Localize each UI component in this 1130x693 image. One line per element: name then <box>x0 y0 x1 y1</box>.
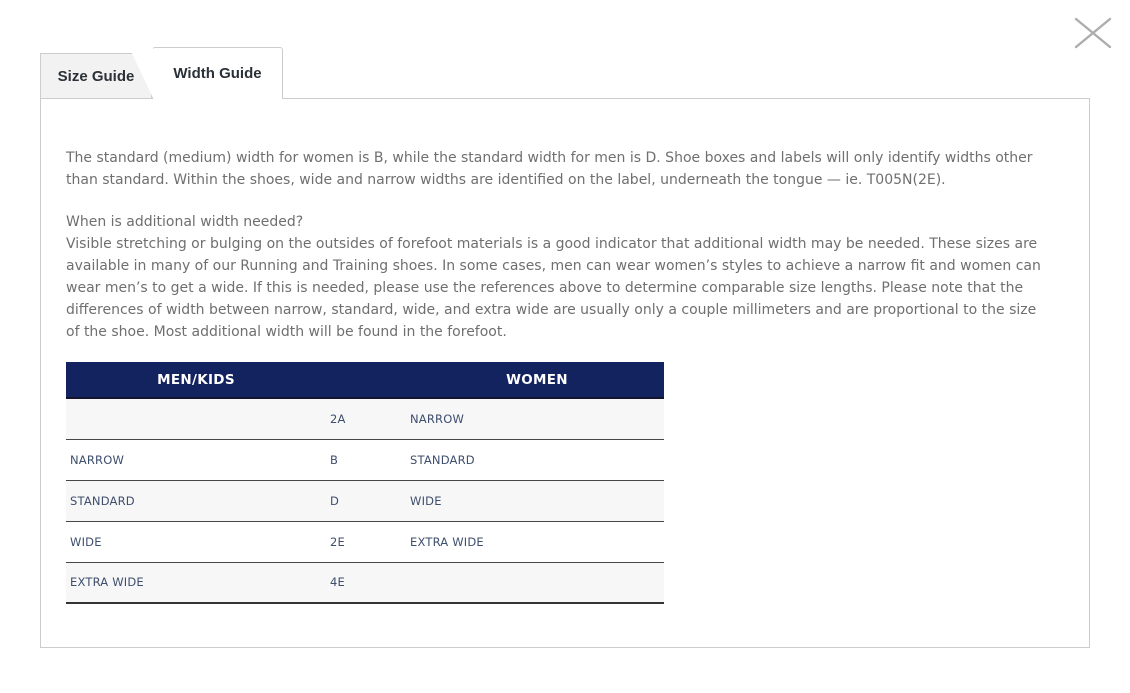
table-row <box>66 521 664 562</box>
table-cell: STANDARD <box>402 439 664 480</box>
table-header-row <box>66 362 664 398</box>
width-guide-panel <box>40 98 1090 648</box>
tab-width-guide[interactable] <box>152 47 283 99</box>
table-cell: B <box>322 439 402 480</box>
table-row <box>66 439 664 480</box>
width-comparison-table <box>66 362 664 604</box>
table-cell: NARROW <box>402 398 664 439</box>
table-cell: NARROW <box>66 439 322 480</box>
header-men-kids: MEN/KIDS <box>66 362 322 398</box>
table-row <box>66 562 664 603</box>
header-spacer <box>322 362 402 398</box>
close-button[interactable] <box>1070 12 1116 54</box>
close-icon <box>1074 16 1112 50</box>
table-cell: WIDE <box>402 480 664 521</box>
table-cell: 2A <box>322 398 402 439</box>
table-row <box>66 480 664 521</box>
table-cell: EXTRA WIDE <box>66 562 322 603</box>
tab-size-guide-label: Size Guide <box>57 67 135 85</box>
table-cell <box>66 398 322 439</box>
table-cell <box>402 562 664 603</box>
table-cell: 2E <box>322 521 402 562</box>
intro-paragraph: The standard (medium) width for women is B, while the standard width for men is D. Shoe boxes and labels will only identify widths other than standard. Within the shoes, wide and narrow widths are identified on the label, underneath the tongue — ie. T005N(2E). <box>66 150 1033 188</box>
question-heading: When is additional width needed? <box>66 214 304 230</box>
table-cell: EXTRA WIDE <box>402 521 664 562</box>
tab-width-guide-label: Width Guide <box>173 65 262 82</box>
header-women: WOMEN <box>402 362 664 398</box>
answer-paragraph: Visible stretching or bulging on the outsides of forefoot materials is a good indicator that additional width may be needed. These sizes are available in many of our Running and Training shoes. In some cases, men can wear women’s styles to achieve a narrow fit and women can wear men’s to get a wide. If this is needed, please use the references above to determine comparable size lengths. Please note that the differences of width between narrow, standard, wide, and extra wide are usually only a couple millimeters and are proportional to the size of the shoe. Most additional width will be found in the forefoot. <box>66 236 1041 340</box>
width-table-body <box>66 398 664 603</box>
table-row <box>66 398 664 439</box>
table-cell: STANDARD <box>66 480 322 521</box>
table-cell: WIDE <box>66 521 322 562</box>
table-cell: D <box>322 480 402 521</box>
table-cell: 4E <box>322 562 402 603</box>
